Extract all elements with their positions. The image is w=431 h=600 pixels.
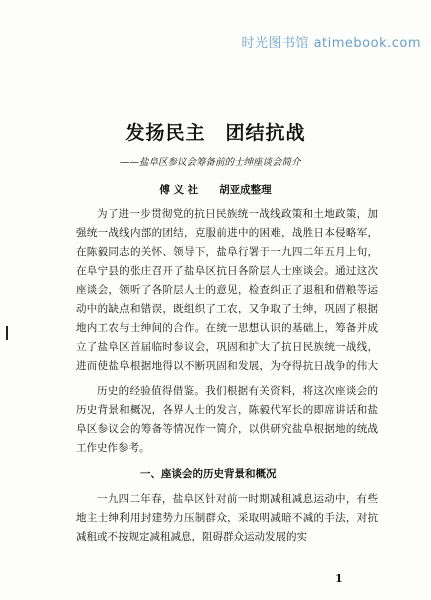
article-subtitle: ——盐阜区参议会筹备前的士绅座谈会简介 [120,157,301,168]
paragraph-section-body: 一九四二年春，盐阜区针对前一时期减租减息运动中，有些地主士绅利用封建势力压制群众，采取明减暗不减的手法，对抗减租或不按规定减租减息，阻碍群众运动发展的实 [76,493,378,543]
section-heading: 一、座谈会的历史背景和概况 [140,468,277,480]
article-title: 发扬民主 团结抗战 [125,122,306,144]
article-authors: 傅 义 社 胡亚成整理 [159,184,272,196]
margin-mark [6,326,8,340]
paragraph-purpose: 历史的经验值得借鉴。我们根据有关资料，将这次座谈会的历史背景和概况，各界人士的发言，陈毅代军长的即席讲话和盐阜区参议会的筹备等情况作一简介，以供研究盐阜根据地的统战工作史作参考。 [76,385,378,454]
watermark: 时光图书馆 atimebook.com [241,36,421,51]
paragraph-intro: 为了进一步贯彻党的抗日民族统一战线政策和土地政策，加强统一战线内部的团结，克服前进中的困难，战胜日本侵略军，在陈毅同志的关怀、领导下，盐阜行署于一九四二年五月上旬，在阜宁县的张庄召开了盐阜区抗日各阶层人士座谈会。通过这次座谈会，领听了各阶层人士的意见，检查纠正了退租和借粮等运动中的缺点和错误，既组织了工农，又争取了士绅，巩固了根据地内工农与士绅间的合作。在统一思想认识的基础上，筹备并成立了盐阜区首届临时参议会，巩固和扩大了抗日民族统一战线，进而使盐阜根据地得以不断巩固和发展，为夺得抗日战争的伟大 [76,208,378,372]
page-number: 1 [335,572,343,585]
